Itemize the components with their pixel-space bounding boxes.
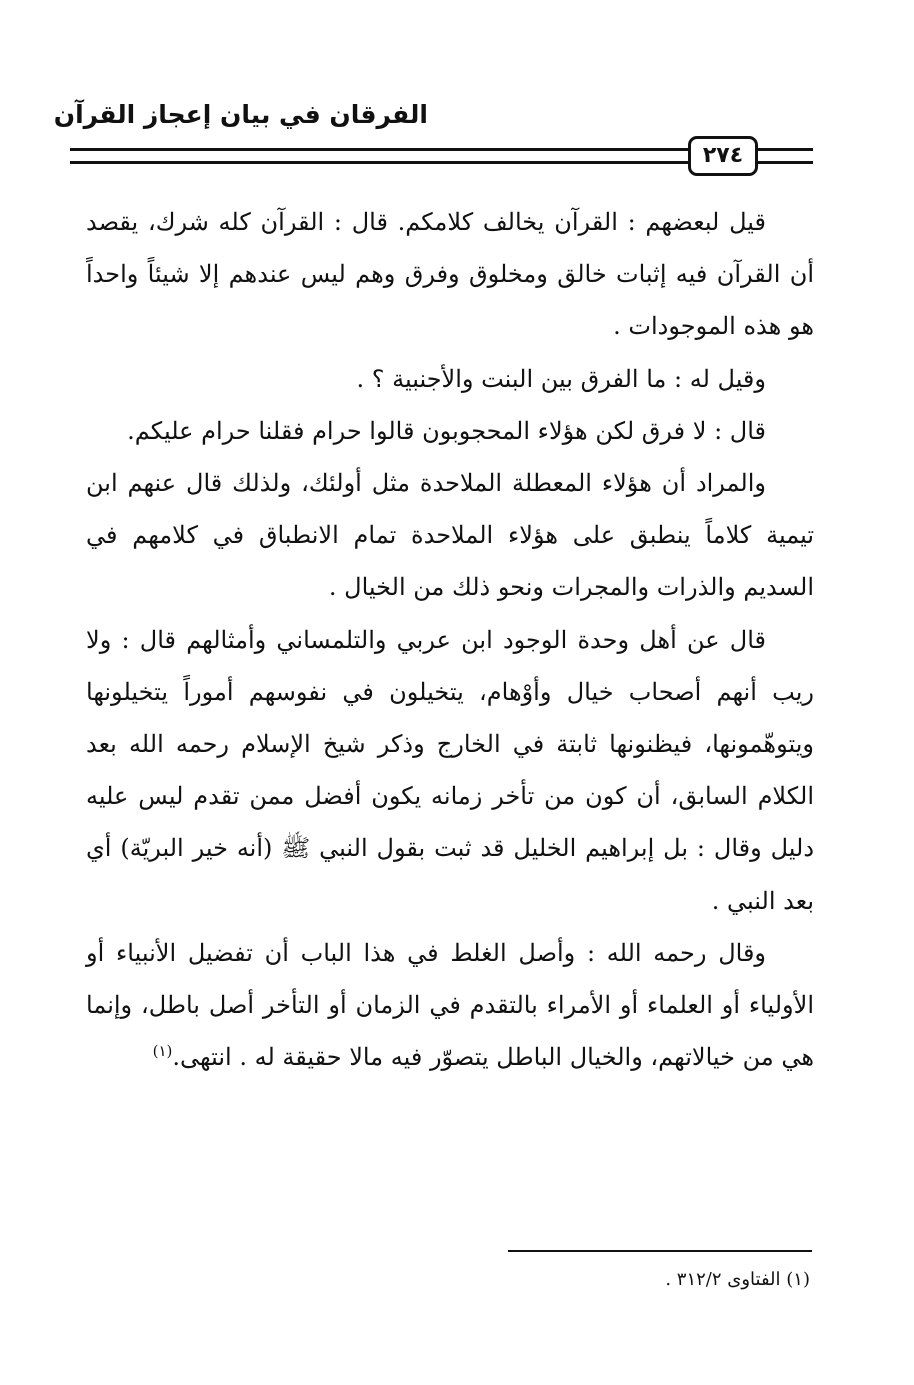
footnote-marker: (١) bbox=[152, 1042, 173, 1061]
header-rule-left-bottom bbox=[70, 161, 688, 164]
paragraph-text: وقال رحمه الله : وأصل الغلط في هذا الباب أن تفضيل الأنبياء أو الأولياء أو العلماء أو الأمراء بالتقدم في الزمان أو التأخر أصل باطل، وإنما هي من خيالاتهم، والخيال الباطل يتصوّر فيه مالا حقيقة له . انتهى. bbox=[86, 938, 814, 1072]
body-text bbox=[86, 196, 814, 1083]
paragraph: قال : لا فرق لكن هؤلاء المحجوبون قالوا حرام فقلنا حرام عليكم. bbox=[127, 416, 766, 445]
header-rule-left-top bbox=[70, 148, 688, 151]
running-title: الفرقان في بيان إعجاز القرآن bbox=[53, 100, 428, 129]
paragraph: قال عن أهل وحدة الوجود ابن عربي والتلمساني وأمثالهم قال : ولا ريب أنهم أصحاب خيال وأوْهام، يتخيلون في نفوسهم أموراً يتخيلونها ويتوهّمونها، فيظنونها ثابتة في الخارج وذكر شيخ الإسلام رحمه الله بعد الكلام السابق، أن كون من تأخر زمانه يكون أفضل ممن تقدم ليس عليه دليل وقال : بل إبراهيم الخليل قد ثبت بقول النبي ﷺ (أنه خير البريّة) أي بعد النبي . bbox=[86, 625, 815, 915]
header-rule-right-bottom bbox=[758, 161, 813, 164]
page-number: ٢٧٤ bbox=[688, 136, 758, 176]
footnote-rule bbox=[508, 1250, 812, 1252]
header-rule-right-top bbox=[758, 148, 813, 151]
paragraph: والمراد أن هؤلاء المعطلة الملاحدة مثل أولئك، ولذلك قال عنهم ابن تيمية كلاماً ينطبق على هؤلاء الملاحدة تمام الانطباق في كلامهم في السديم والذرات والمجرات ونحو ذلك من الخيال . bbox=[86, 469, 814, 602]
paragraph: قيل لبعضهم : القرآن يخالف كلامكم. قال : القرآن كله شرك، يقصد أن القرآن فيه إثبات خالق ومخلوق وفرق وهم ليس عندهم إلا شيئاً واحداً هو هذه الموجودات . bbox=[86, 208, 814, 341]
paragraph: وقيل له : ما الفرق بين البنت والأجنبية ؟ . bbox=[356, 364, 766, 393]
footnote: (١) الفتاوى ٣١٢/٢ . bbox=[665, 1269, 810, 1290]
paragraph-last bbox=[86, 927, 814, 1084]
